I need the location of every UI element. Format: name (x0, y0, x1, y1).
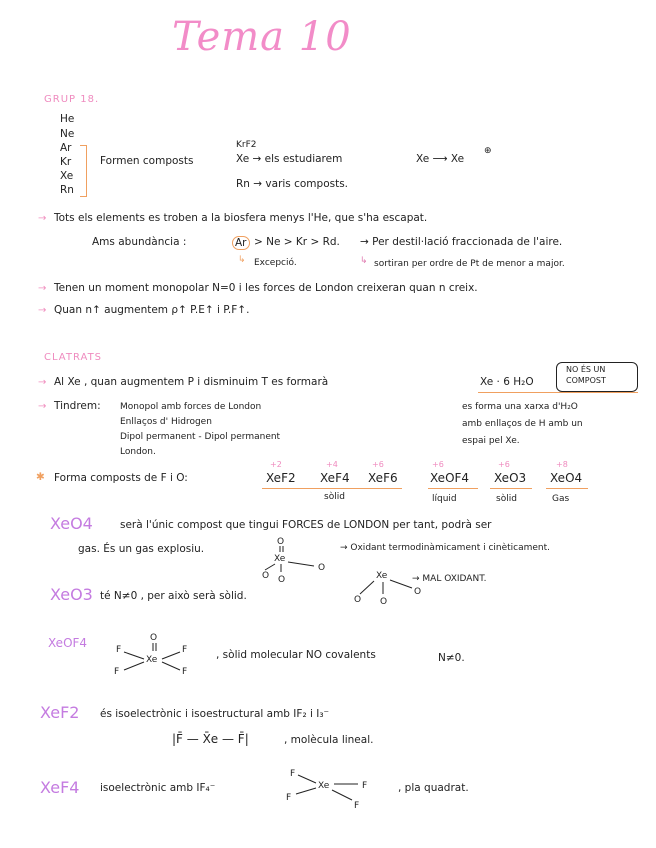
atom-xe: Xe (146, 655, 158, 665)
atom-xe: Xe (376, 571, 388, 581)
hook-arrow-icon-2: ↳ (360, 256, 368, 266)
atom-f: F (362, 781, 368, 791)
no-es-line1: NO ÉS UN (566, 365, 606, 374)
xarxa-line3: espai pel Xe. (462, 436, 520, 446)
element-ar: Ar (60, 142, 72, 154)
state-liquid: líquid (432, 494, 457, 504)
bond (162, 652, 180, 659)
state-gas: Gas (552, 494, 570, 504)
section-heading-clatrats: CLATRATS (44, 352, 103, 363)
xeof4-label: XeOF4 (48, 636, 88, 650)
xeo4-oxidant: → Oxidant termodinàmicament i cinèticament. (340, 543, 551, 553)
state-solid-2: sòlid (496, 494, 517, 504)
compound-xeo3: XeO3 (494, 471, 527, 485)
xe-line: Xe → els estudiarem (236, 153, 343, 165)
fluoride-underline (262, 488, 402, 489)
compound-xeo4: XeO4 (550, 471, 583, 485)
bond (124, 652, 144, 659)
atom-f: F (116, 645, 122, 655)
orange-bracket (80, 145, 87, 197)
bullet-quan: Quan n↑ augmentem ρ↑ P.E↑ i P.F↑. (54, 304, 250, 316)
bullet-biosfera: Tots els elements es troben a la biosfera menys l'He, que s'ha escapat. (54, 212, 428, 224)
atom-o-bottom: O (380, 597, 388, 607)
bond (298, 775, 316, 783)
atom-o-left: O (262, 571, 270, 581)
abundance-order: > Ne > Kr > Rd. (254, 236, 340, 248)
ox-state-xef4: +4 (326, 460, 338, 469)
abundance-ar-circled: Ar (232, 236, 250, 250)
xef4-label: XeF4 (40, 778, 80, 797)
xarxa-line2: amb enllaços de H amb un (462, 419, 583, 429)
xeo3-structure (352, 568, 432, 610)
xe-ion-charge: ⊕ (484, 146, 492, 156)
state-solid: sòlid (324, 492, 345, 502)
xeof4-structure (110, 632, 200, 678)
bond (124, 662, 144, 670)
force-monopol: Monopol amb forces de London (120, 402, 262, 412)
xeo3-text: té N≠0 , per això serà sòlid. (100, 590, 247, 602)
xarxa-line1: es forma una xarxa d'H₂O (462, 402, 578, 412)
rn-line: Rn → varis composts. (236, 178, 349, 190)
hook-arrow-icon: ↳ (238, 255, 246, 265)
sortiran-note: sortiran per ordre de Pt de menor a major. (374, 259, 565, 269)
ox-state-xeof4: +6 (432, 460, 444, 469)
forma-composts-label: Forma composts de F i O: (54, 472, 188, 484)
atom-o-bottom: O (278, 575, 286, 585)
xef4-text: isoelectrònic amb IF₄⁻ (100, 782, 216, 794)
formula-underline (478, 392, 638, 393)
atom-o-left: O (354, 595, 362, 605)
star-icon: ✱ (36, 471, 45, 483)
xeo3-mal-oxidant: → MAL OXIDANT. (412, 574, 487, 584)
force-dipol: Dipol permanent - Dipol permanent (120, 432, 281, 442)
bond-right (288, 562, 314, 566)
xeo4-structure (262, 534, 352, 584)
bond (296, 788, 316, 794)
xef2-label: XeF2 (40, 703, 80, 722)
atom-f: F (114, 667, 120, 677)
bullet-monopolar: Tenen un moment monopolar N=0 i les forces de London creixeran quan n creix. (54, 282, 478, 294)
ox-state-xef2: +2 (270, 460, 282, 469)
xe-ion-arrow: Xe ⟶ Xe (416, 153, 465, 165)
clatrats-line1: Al Xe , quan augmentem P i disminuim T es formarà (54, 376, 329, 388)
bond-right (390, 580, 412, 588)
compound-xef2: XeF2 (266, 471, 296, 485)
xef4-pla: , pla quadrat. (398, 782, 469, 794)
atom-f: F (354, 801, 360, 811)
xeo4-underline (546, 488, 588, 489)
force-hidrogen: Enllaços d' Hidrogen (120, 417, 212, 427)
bullet-arrow-icon: → (38, 213, 47, 224)
xef4-structure (282, 766, 382, 812)
element-ne: Ne (60, 128, 75, 140)
xef2-molec: , molècula lineal. (284, 734, 374, 746)
force-london: London. (120, 447, 156, 457)
atom-o-right: O (414, 587, 422, 597)
bullet-arrow-icon: → (38, 283, 47, 294)
element-xe: Xe (60, 170, 74, 182)
atom-o-right: O (318, 563, 326, 573)
bullet-arrow-icon: → (38, 305, 47, 316)
atom-xe: Xe (318, 781, 330, 791)
xeo3-label: XeO3 (50, 585, 93, 604)
ox-state-xef6: +6 (372, 460, 384, 469)
xeo4-text1: serà l'únic compost que tingui FORCES de LONDON per tant, podrà ser (120, 519, 492, 531)
bond (162, 662, 180, 670)
bond-left (360, 581, 374, 594)
xeof4-n: N≠0. (438, 652, 465, 664)
element-rn: Rn (60, 184, 74, 196)
atom-f: F (286, 793, 292, 803)
bond (332, 790, 352, 800)
abundance-note: → Per destil·lació fraccionada de l'aire. (360, 236, 563, 248)
page-title: Tema 10 (172, 14, 352, 60)
bullet-arrow-icon: → (38, 377, 47, 388)
xeo3-underline (490, 488, 532, 489)
atom-f: F (182, 667, 188, 677)
tindrem-label: Tindrem: (54, 400, 101, 412)
section-heading-grup18: GRUP 18. (44, 94, 100, 105)
element-kr: Kr (60, 156, 72, 168)
atom-o-top: O (277, 537, 285, 547)
bullet-arrow-icon: → (38, 401, 47, 412)
element-he: He (60, 113, 75, 125)
no-es-line2: COMPOST (566, 376, 606, 385)
xeof4-underline (428, 488, 478, 489)
xeo4-text2: gas. És un gas explosiu. (78, 543, 205, 555)
xeof4-text: , sòlid molecular NO covalents (216, 649, 376, 661)
atom-f: F (182, 645, 188, 655)
atom-o: O (150, 633, 158, 643)
atom-f: F (290, 769, 296, 779)
xef2-text: és isoelectrònic i isoestructural amb IF₂ i I₃⁻ (100, 708, 330, 720)
compound-xef6: XeF6 (368, 471, 398, 485)
abundance-label: Ams abundància : (92, 236, 187, 248)
atom-xe: Xe (274, 554, 286, 564)
excepcio-label: Excepció. (254, 258, 297, 268)
xeo4-label: XeO4 (50, 514, 93, 533)
bond-left (265, 564, 275, 570)
ox-state-xeo4: +8 (556, 460, 568, 469)
ox-state-xeo3: +6 (498, 460, 510, 469)
xef2-structure: |F̄ — X̄e — F̄| (172, 732, 249, 746)
compound-xef4: XeF4 (320, 471, 350, 485)
krf2-label: KrF2 (236, 140, 257, 150)
compound-xeof4: XeOF4 (430, 471, 470, 485)
formen-composts: Formen composts (100, 155, 194, 167)
clatrat-formula: Xe · 6 H₂O (480, 376, 534, 388)
